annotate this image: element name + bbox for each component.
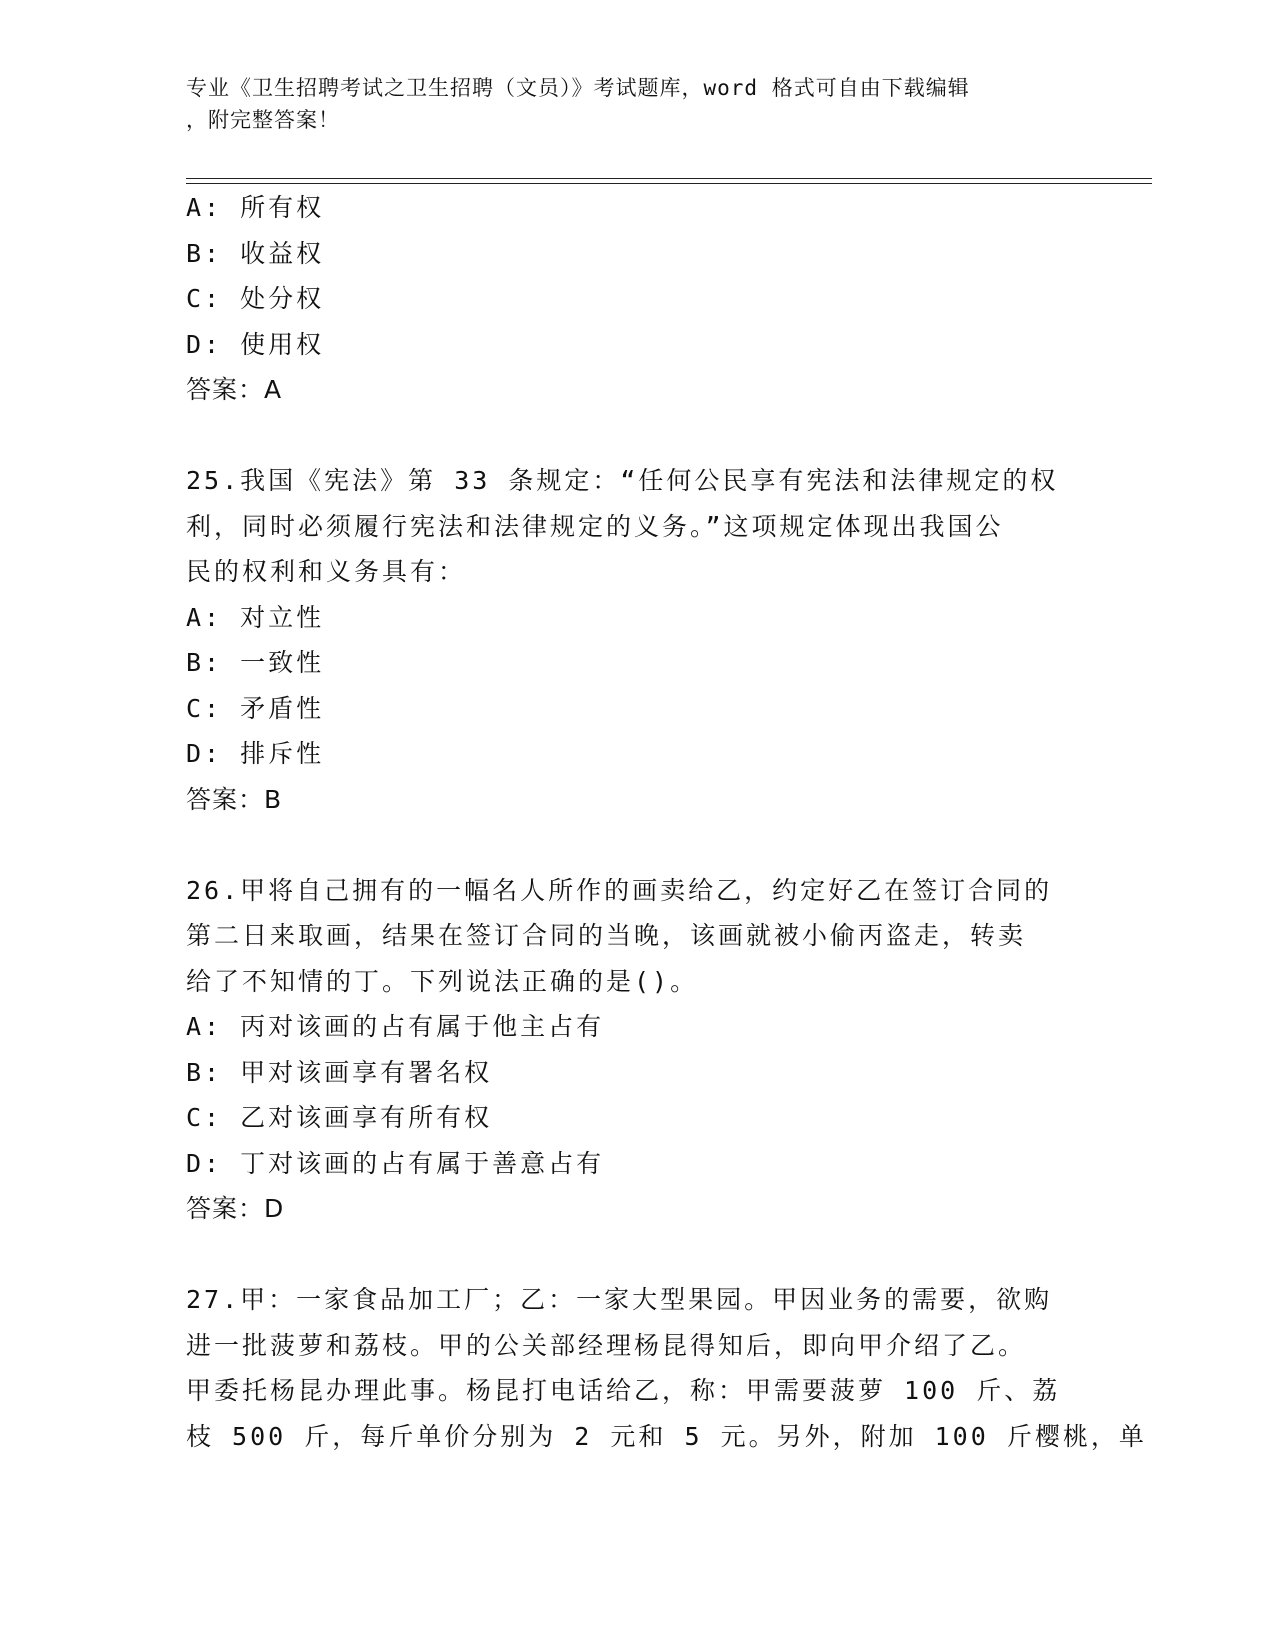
option-a: A: 对立性 bbox=[186, 602, 325, 632]
option-b: B: 一致性 bbox=[186, 648, 325, 677]
spacer bbox=[186, 413, 1086, 459]
question-text-line: 枝 500 斤，每斤单价分别为 2 元和 5 元。另外，附加 100 斤樱桃，单 bbox=[186, 1421, 1147, 1451]
question-27 bbox=[186, 1277, 1147, 1459]
question-text-line: 26.甲将自己拥有的一幅名人所作的画卖给乙，约定好乙在签订合同的 bbox=[186, 875, 1053, 905]
option-b: B: 收益权 bbox=[186, 238, 325, 268]
header-line-1: 专业《卫生招聘考试之卫生招聘（文员）》考试题库，word 格式可自由下载编辑 bbox=[186, 76, 970, 100]
header-divider-bottom bbox=[186, 183, 1152, 184]
question-content bbox=[186, 185, 1147, 1459]
answer: 答案：A bbox=[186, 375, 283, 404]
question-26 bbox=[186, 868, 1086, 1232]
option-c: C: 矛盾性 bbox=[186, 693, 325, 723]
spacer bbox=[186, 822, 1086, 868]
document-header bbox=[186, 72, 1066, 136]
question-25 bbox=[186, 458, 1086, 822]
question-text-line: 进一批菠萝和荔枝。甲的公关部经理杨昆得知后，即向甲介绍了乙。 bbox=[186, 1330, 1027, 1360]
question-text-line: 利，同时必须履行宪法和法律规定的义务。”这项规定体现出我国公 bbox=[186, 511, 1004, 541]
question-text-line: 甲委托杨昆办理此事。杨昆打电话给乙，称：甲需要菠萝 100 斤、荔 bbox=[186, 1376, 1061, 1405]
question-text-line: 民的权利和义务具有： bbox=[186, 557, 467, 586]
option-d: D: 使用权 bbox=[186, 329, 325, 359]
option-a: A: 丙对该画的占有属于他主占有 bbox=[186, 1012, 605, 1041]
option-c: C: 乙对该画享有所有权 bbox=[186, 1103, 493, 1132]
option-a: A: 所有权 bbox=[186, 193, 325, 222]
question-text-line: 第二日来取画，结果在签订合同的当晚，该画就被小偷丙盗走，转卖 bbox=[186, 921, 1027, 950]
answer: 答案：B bbox=[186, 784, 283, 814]
question-text-line: 给了不知情的丁。下列说法正确的是()。 bbox=[186, 966, 699, 996]
header-divider-top bbox=[186, 178, 1152, 179]
question-text-line: 27.甲：一家食品加工厂；乙：一家大型果园。甲因业务的需要，欲购 bbox=[186, 1285, 1053, 1314]
question-text-line: 25.我国《宪法》第 33 条规定：“任何公民享有宪法和法律规定的权 bbox=[186, 466, 1059, 495]
option-d: D: 排斥性 bbox=[186, 739, 325, 768]
option-d: D: 丁对该画的占有属于善意占有 bbox=[186, 1148, 605, 1178]
answer: 答案：D bbox=[186, 1194, 285, 1223]
option-b: B: 甲对该画享有署名权 bbox=[186, 1057, 493, 1087]
spacer bbox=[186, 1232, 1086, 1278]
question-24 bbox=[186, 185, 1086, 413]
option-c: C: 处分权 bbox=[186, 284, 325, 313]
header-line-2: ，附完整答案！ bbox=[186, 108, 340, 132]
